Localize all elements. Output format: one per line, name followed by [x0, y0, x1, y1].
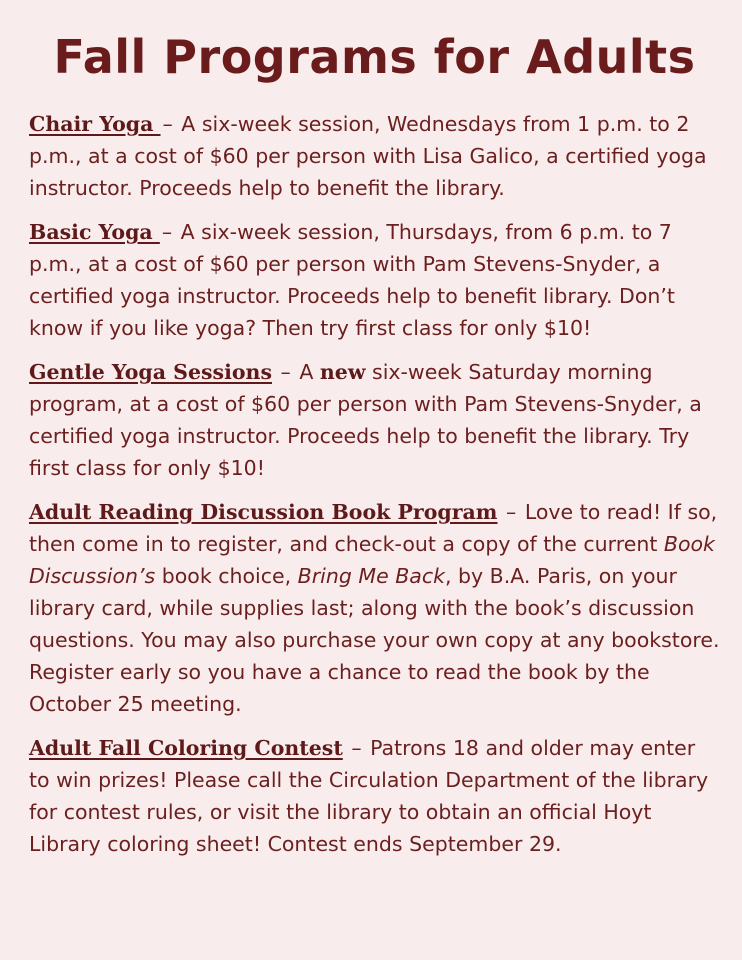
program-title-gentle-yoga: Gentle Yoga Sessions: [29, 360, 273, 384]
program-basic-yoga: [29, 216, 720, 344]
program-description-part-2: book choice,: [161, 564, 292, 588]
program-title-basic-yoga: Basic Yoga: [29, 220, 160, 244]
program-description-rest: six-week Saturday morning program, at a cost of $60 per person with Pam Stevens-Snyder, a certified yoga instructor. Proceeds help to benefit the library. Try first class for only $10!: [29, 360, 702, 480]
dash-separator: –: [162, 112, 173, 136]
program-description-part-1: Love to read! If so, then come in to register, and check-out a copy of the current: [29, 500, 718, 556]
program-title-chair-yoga: Chair Yoga: [29, 112, 161, 136]
program-description: A six-week session, Wednesdays from 1 p.m. to 2 p.m., at a cost of $60 per person with Lisa Galico, a certified yoga instructor. Proceeds help to benefit the library.: [29, 112, 707, 200]
program-description-start: A: [299, 360, 314, 384]
book-discussion-name: Book Discussion’s: [29, 532, 715, 588]
new-emphasis: new: [319, 360, 366, 384]
program-description: Patrons 18 and older may enter to win prizes! Please call the Circulation Department of the library for contest rules, or visit the library to obtain an official Hoyt Library coloring sheet! Contest ends September 29.: [29, 736, 709, 856]
program-description-part-3: , by B.A. Paris, on your library card, while supplies last; along with the book’s discussion questions. You may also purchase your own copy at any bookstore. Register early so you have a chance to read the book by the October 25 meeting.: [29, 564, 720, 716]
program-gentle-yoga: [29, 356, 720, 484]
dash-separator: –: [280, 360, 291, 384]
program-title-coloring-contest: Adult Fall Coloring Contest: [29, 736, 343, 760]
dash-separator: –: [161, 220, 173, 244]
dash-separator: –: [351, 736, 362, 760]
program-title-book-discussion: Adult Reading Discussion Book Program: [29, 500, 498, 524]
program-description: A six-week session, Thursdays, from 6 p.m. to 7 p.m., at a cost of $60 per person with Pam Stevens-Snyder, a certified yoga instructor. Proceeds help to benefit library. Don’t know if you like yoga? Then try first class for only $10!: [29, 220, 675, 340]
page-title: Fall Programs for Adults: [53, 30, 696, 84]
program-chair-yoga: [29, 108, 720, 204]
program-coloring-contest: [29, 732, 720, 860]
dash-separator: –: [506, 500, 517, 524]
book-title: Bring Me Back: [297, 564, 445, 588]
program-book-discussion: [29, 496, 720, 720]
